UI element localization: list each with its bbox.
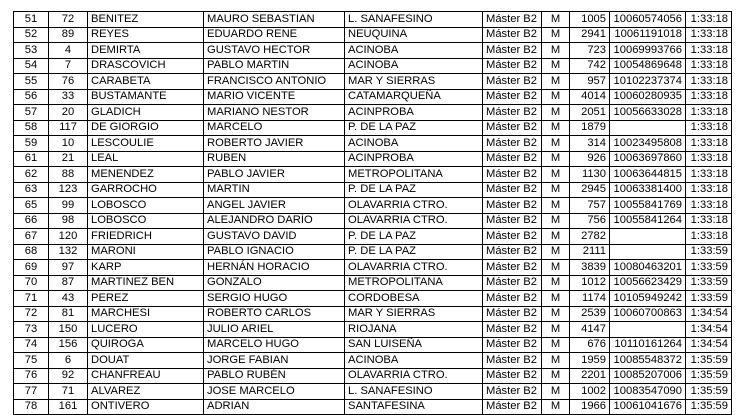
uci-id-cell bbox=[610, 244, 686, 260]
surname-cell: MARONI bbox=[88, 244, 204, 260]
bib-number-cell: 120 bbox=[49, 229, 88, 245]
category-cell: Máster B2 bbox=[483, 306, 542, 322]
surname-cell: LOBOSCO bbox=[88, 198, 204, 214]
first-name-cell: MARCELO HUGO bbox=[204, 337, 345, 353]
license-cell: 2051 bbox=[570, 105, 610, 121]
category-cell: Máster B2 bbox=[483, 368, 542, 384]
bib-number-cell: 20 bbox=[49, 105, 88, 121]
table-row bbox=[14, 384, 732, 400]
category-cell: Máster B2 bbox=[483, 337, 542, 353]
association-cell: MAR Y SIERRAS bbox=[345, 74, 483, 90]
uci-id-cell: 10023495808 bbox=[610, 136, 686, 152]
time-cell: 1:33:59 bbox=[686, 291, 732, 307]
time-cell: 1:33:18 bbox=[686, 198, 732, 214]
surname-cell: BENITEZ bbox=[88, 12, 204, 28]
category-cell: Máster B2 bbox=[483, 12, 542, 28]
association-cell: P. DE LA PAZ bbox=[345, 120, 483, 136]
surname-cell: ONTIVERO bbox=[88, 399, 204, 415]
time-cell: 1:33:18 bbox=[686, 167, 732, 183]
position-cell: 74 bbox=[14, 337, 49, 353]
table-row bbox=[14, 27, 732, 43]
license-cell: 676 bbox=[570, 337, 610, 353]
license-cell: 314 bbox=[570, 136, 610, 152]
time-cell: 1:35:59 bbox=[686, 399, 732, 415]
association-cell: METROPOLITANA bbox=[345, 167, 483, 183]
gender-cell: M bbox=[542, 244, 570, 260]
association-cell: P. DE LA PAZ bbox=[345, 229, 483, 245]
gender-cell: M bbox=[542, 43, 570, 59]
bib-number-cell: 4 bbox=[49, 43, 88, 59]
association-cell: RIOJANA bbox=[345, 322, 483, 338]
bib-number-cell: 10 bbox=[49, 136, 88, 152]
surname-cell: ALVAREZ bbox=[88, 384, 204, 400]
position-cell: 58 bbox=[14, 120, 49, 136]
table-row bbox=[14, 136, 732, 152]
category-cell: Máster B2 bbox=[483, 198, 542, 214]
first-name-cell: JOSE MARCELO bbox=[204, 384, 345, 400]
bib-number-cell: 6 bbox=[49, 353, 88, 369]
results-body bbox=[14, 12, 732, 415]
bib-number-cell: 132 bbox=[49, 244, 88, 260]
results-table bbox=[13, 11, 732, 415]
first-name-cell: HERNÁN HORACIO bbox=[204, 260, 345, 276]
position-cell: 70 bbox=[14, 275, 49, 291]
license-cell: 1966 bbox=[570, 399, 610, 415]
gender-cell: M bbox=[542, 120, 570, 136]
uci-id-cell bbox=[610, 120, 686, 136]
bib-number-cell: 117 bbox=[49, 120, 88, 136]
uci-id-cell: 10060280935 bbox=[610, 89, 686, 105]
first-name-cell: PABLO JAVIER bbox=[204, 167, 345, 183]
time-cell: 1:33:18 bbox=[686, 151, 732, 167]
position-cell: 62 bbox=[14, 167, 49, 183]
category-cell: Máster B2 bbox=[483, 120, 542, 136]
surname-cell: FRIEDRICH bbox=[88, 229, 204, 245]
license-cell: 1005 bbox=[570, 12, 610, 28]
time-cell: 1:35:59 bbox=[686, 353, 732, 369]
time-cell: 1:34:54 bbox=[686, 322, 732, 338]
license-cell: 957 bbox=[570, 74, 610, 90]
license-cell: 1012 bbox=[570, 275, 610, 291]
first-name-cell: FRANCISCO ANTONIO bbox=[204, 74, 345, 90]
first-name-cell: PABLO MARTIN bbox=[204, 58, 345, 74]
table-row bbox=[14, 244, 732, 260]
category-cell: Máster B2 bbox=[483, 27, 542, 43]
association-cell: NEUQUINA bbox=[345, 27, 483, 43]
uci-id-cell: 10083547090 bbox=[610, 384, 686, 400]
table-row bbox=[14, 12, 732, 28]
first-name-cell: MAURO SEBASTIAN bbox=[204, 12, 345, 28]
gender-cell: M bbox=[542, 167, 570, 183]
bib-number-cell: 43 bbox=[49, 291, 88, 307]
license-cell: 2945 bbox=[570, 182, 610, 198]
bib-number-cell: 88 bbox=[49, 167, 88, 183]
time-cell: 1:33:18 bbox=[686, 105, 732, 121]
surname-cell: DE GIORGIO bbox=[88, 120, 204, 136]
position-cell: 72 bbox=[14, 306, 49, 322]
bib-number-cell: 123 bbox=[49, 182, 88, 198]
table-row bbox=[14, 213, 732, 229]
table-row bbox=[14, 399, 732, 415]
association-cell: ACINPROBA bbox=[345, 105, 483, 121]
bib-number-cell: 99 bbox=[49, 198, 88, 214]
position-cell: 63 bbox=[14, 182, 49, 198]
uci-id-cell: 10063644815 bbox=[610, 167, 686, 183]
association-cell: METROPOLITANA bbox=[345, 275, 483, 291]
gender-cell: M bbox=[542, 368, 570, 384]
association-cell: OLAVARRIA CTRO. bbox=[345, 260, 483, 276]
surname-cell: BUSTAMANTE bbox=[88, 89, 204, 105]
category-cell: Máster B2 bbox=[483, 322, 542, 338]
license-cell: 2201 bbox=[570, 368, 610, 384]
category-cell: Máster B2 bbox=[483, 275, 542, 291]
table-row bbox=[14, 74, 732, 90]
table-row bbox=[14, 322, 732, 338]
category-cell: Máster B2 bbox=[483, 43, 542, 59]
category-cell: Máster B2 bbox=[483, 74, 542, 90]
association-cell: L. SANAFESINO bbox=[345, 384, 483, 400]
association-cell: ACINPROBA bbox=[345, 151, 483, 167]
association-cell: MAR Y SIERRAS bbox=[345, 306, 483, 322]
category-cell: Máster B2 bbox=[483, 151, 542, 167]
bib-number-cell: 7 bbox=[49, 58, 88, 74]
gender-cell: M bbox=[542, 322, 570, 338]
association-cell: ACINOBA bbox=[345, 58, 483, 74]
first-name-cell: ADRIAN bbox=[204, 399, 345, 415]
bib-number-cell: 87 bbox=[49, 275, 88, 291]
surname-cell: DEMIRTA bbox=[88, 43, 204, 59]
license-cell: 4014 bbox=[570, 89, 610, 105]
license-cell: 742 bbox=[570, 58, 610, 74]
table-row bbox=[14, 58, 732, 74]
uci-id-cell: 10055841769 bbox=[610, 198, 686, 214]
category-cell: Máster B2 bbox=[483, 260, 542, 276]
gender-cell: M bbox=[542, 337, 570, 353]
bib-number-cell: 156 bbox=[49, 337, 88, 353]
position-cell: 69 bbox=[14, 260, 49, 276]
table-row bbox=[14, 43, 732, 59]
license-cell: 2111 bbox=[570, 244, 610, 260]
surname-cell: REYES bbox=[88, 27, 204, 43]
position-cell: 51 bbox=[14, 12, 49, 28]
table-row bbox=[14, 306, 732, 322]
license-cell: 1174 bbox=[570, 291, 610, 307]
gender-cell: M bbox=[542, 384, 570, 400]
first-name-cell: GUSTAVO DAVID bbox=[204, 229, 345, 245]
gender-cell: M bbox=[542, 291, 570, 307]
surname-cell: LESCOULIE bbox=[88, 136, 204, 152]
gender-cell: M bbox=[542, 182, 570, 198]
association-cell: ACINOBA bbox=[345, 136, 483, 152]
gender-cell: M bbox=[542, 12, 570, 28]
gender-cell: M bbox=[542, 151, 570, 167]
time-cell: 1:33:18 bbox=[686, 74, 732, 90]
position-cell: 57 bbox=[14, 105, 49, 121]
first-name-cell: ROBERTO CARLOS bbox=[204, 306, 345, 322]
category-cell: Máster B2 bbox=[483, 244, 542, 260]
table-row bbox=[14, 167, 732, 183]
first-name-cell: SERGIO HUGO bbox=[204, 291, 345, 307]
uci-id-cell: 10061191018 bbox=[610, 27, 686, 43]
category-cell: Máster B2 bbox=[483, 167, 542, 183]
first-name-cell: MARCELO bbox=[204, 120, 345, 136]
surname-cell: MARCHESI bbox=[88, 306, 204, 322]
category-cell: Máster B2 bbox=[483, 213, 542, 229]
category-cell: Máster B2 bbox=[483, 229, 542, 245]
bib-number-cell: 150 bbox=[49, 322, 88, 338]
first-name-cell: MARIO VICENTE bbox=[204, 89, 345, 105]
time-cell: 1:33:59 bbox=[686, 275, 732, 291]
gender-cell: M bbox=[542, 27, 570, 43]
time-cell: 1:33:18 bbox=[686, 182, 732, 198]
license-cell: 2782 bbox=[570, 229, 610, 245]
uci-id-cell: 10085207006 bbox=[610, 368, 686, 384]
surname-cell: KARP bbox=[88, 260, 204, 276]
category-cell: Máster B2 bbox=[483, 384, 542, 400]
association-cell: L. SANAFESINO bbox=[345, 12, 483, 28]
license-cell: 1959 bbox=[570, 353, 610, 369]
position-cell: 66 bbox=[14, 213, 49, 229]
time-cell: 1:33:59 bbox=[686, 260, 732, 276]
position-cell: 56 bbox=[14, 89, 49, 105]
surname-cell: GLADICH bbox=[88, 105, 204, 121]
uci-id-cell bbox=[610, 322, 686, 338]
uci-id-cell: 10060574056 bbox=[610, 12, 686, 28]
association-cell: CORDOBESA bbox=[345, 291, 483, 307]
license-cell: 2539 bbox=[570, 306, 610, 322]
first-name-cell: PABLO RUBÉN bbox=[204, 368, 345, 384]
association-cell: P. DE LA PAZ bbox=[345, 244, 483, 260]
table-row bbox=[14, 198, 732, 214]
association-cell: SAN LUISEÑA bbox=[345, 337, 483, 353]
gender-cell: M bbox=[542, 260, 570, 276]
time-cell: 1:34:54 bbox=[686, 306, 732, 322]
gender-cell: M bbox=[542, 198, 570, 214]
surname-cell: MARTINEZ BEN bbox=[88, 275, 204, 291]
uci-id-cell: 10102237374 bbox=[610, 74, 686, 90]
association-cell: ACINOBA bbox=[345, 43, 483, 59]
uci-id-cell: 10085548372 bbox=[610, 353, 686, 369]
table-row bbox=[14, 89, 732, 105]
category-cell: Máster B2 bbox=[483, 182, 542, 198]
time-cell: 1:35:59 bbox=[686, 368, 732, 384]
position-cell: 73 bbox=[14, 322, 49, 338]
license-cell: 723 bbox=[570, 43, 610, 59]
table-row bbox=[14, 120, 732, 136]
time-cell: 1:33:18 bbox=[686, 27, 732, 43]
time-cell: 1:33:18 bbox=[686, 58, 732, 74]
gender-cell: M bbox=[542, 275, 570, 291]
position-cell: 78 bbox=[14, 399, 49, 415]
bib-number-cell: 21 bbox=[49, 151, 88, 167]
first-name-cell: PABLO IGNACIO bbox=[204, 244, 345, 260]
license-cell: 926 bbox=[570, 151, 610, 167]
time-cell: 1:35:59 bbox=[686, 384, 732, 400]
uci-id-cell: 10069993766 bbox=[610, 43, 686, 59]
uci-id-cell: 10056633028 bbox=[610, 105, 686, 121]
bib-number-cell: 72 bbox=[49, 12, 88, 28]
time-cell: 1:34:54 bbox=[686, 337, 732, 353]
position-cell: 76 bbox=[14, 368, 49, 384]
time-cell: 1:33:59 bbox=[686, 244, 732, 260]
position-cell: 52 bbox=[14, 27, 49, 43]
position-cell: 65 bbox=[14, 198, 49, 214]
position-cell: 77 bbox=[14, 384, 49, 400]
time-cell: 1:33:18 bbox=[686, 120, 732, 136]
category-cell: Máster B2 bbox=[483, 136, 542, 152]
association-cell: SANTAFESINA bbox=[345, 399, 483, 415]
time-cell: 1:33:18 bbox=[686, 12, 732, 28]
bib-number-cell: 89 bbox=[49, 27, 88, 43]
table-row bbox=[14, 182, 732, 198]
gender-cell: M bbox=[542, 74, 570, 90]
first-name-cell: MARIANO NESTOR bbox=[204, 105, 345, 121]
first-name-cell: RUBEN bbox=[204, 151, 345, 167]
table-row bbox=[14, 337, 732, 353]
surname-cell: DOUAT bbox=[88, 353, 204, 369]
first-name-cell: ANGEL JAVIER bbox=[204, 198, 345, 214]
table-row bbox=[14, 353, 732, 369]
category-cell: Máster B2 bbox=[483, 291, 542, 307]
table-row bbox=[14, 291, 732, 307]
surname-cell: CARABETA bbox=[88, 74, 204, 90]
position-cell: 71 bbox=[14, 291, 49, 307]
first-name-cell: GONZALO bbox=[204, 275, 345, 291]
bib-number-cell: 71 bbox=[49, 384, 88, 400]
gender-cell: M bbox=[542, 58, 570, 74]
uci-id-cell: 10063381400 bbox=[610, 182, 686, 198]
bib-number-cell: 33 bbox=[49, 89, 88, 105]
gender-cell: M bbox=[542, 105, 570, 121]
first-name-cell: EDUARDO RENE bbox=[204, 27, 345, 43]
gender-cell: M bbox=[542, 353, 570, 369]
category-cell: Máster B2 bbox=[483, 105, 542, 121]
category-cell: Máster B2 bbox=[483, 58, 542, 74]
table-row bbox=[14, 260, 732, 276]
surname-cell: LEAL bbox=[88, 151, 204, 167]
time-cell: 1:33:18 bbox=[686, 229, 732, 245]
bib-number-cell: 98 bbox=[49, 213, 88, 229]
license-cell: 2941 bbox=[570, 27, 610, 43]
bib-number-cell: 81 bbox=[49, 306, 88, 322]
association-cell: P. DE LA PAZ bbox=[345, 182, 483, 198]
uci-id-cell: 10061041676 bbox=[610, 399, 686, 415]
uci-id-cell: 10063697860 bbox=[610, 151, 686, 167]
table-row bbox=[14, 368, 732, 384]
license-cell: 1002 bbox=[570, 384, 610, 400]
category-cell: Máster B2 bbox=[483, 353, 542, 369]
gender-cell: M bbox=[542, 136, 570, 152]
bib-number-cell: 161 bbox=[49, 399, 88, 415]
uci-id-cell: 10055841264 bbox=[610, 213, 686, 229]
category-cell: Máster B2 bbox=[483, 399, 542, 415]
surname-cell: CHANFREAU bbox=[88, 368, 204, 384]
first-name-cell: MARTIN bbox=[204, 182, 345, 198]
association-cell: ACINOBA bbox=[345, 353, 483, 369]
surname-cell: GARROCHO bbox=[88, 182, 204, 198]
license-cell: 3839 bbox=[570, 260, 610, 276]
time-cell: 1:33:18 bbox=[686, 89, 732, 105]
uci-id-cell: 10056623429 bbox=[610, 275, 686, 291]
time-cell: 1:33:18 bbox=[686, 213, 732, 229]
gender-cell: M bbox=[542, 89, 570, 105]
first-name-cell: ROBERTO JAVIER bbox=[204, 136, 345, 152]
uci-id-cell bbox=[610, 229, 686, 245]
uci-id-cell: 10060700863 bbox=[610, 306, 686, 322]
gender-cell: M bbox=[542, 306, 570, 322]
license-cell: 757 bbox=[570, 198, 610, 214]
license-cell: 1130 bbox=[570, 167, 610, 183]
license-cell: 4147 bbox=[570, 322, 610, 338]
association-cell: OLAVARRIA CTRO. bbox=[345, 213, 483, 229]
table-row bbox=[14, 151, 732, 167]
position-cell: 54 bbox=[14, 58, 49, 74]
time-cell: 1:33:18 bbox=[686, 136, 732, 152]
uci-id-cell: 10110161264 bbox=[610, 337, 686, 353]
surname-cell: PEREZ bbox=[88, 291, 204, 307]
position-cell: 59 bbox=[14, 136, 49, 152]
first-name-cell: JORGE FABIAN bbox=[204, 353, 345, 369]
association-cell: OLAVARRIA CTRO. bbox=[345, 198, 483, 214]
position-cell: 75 bbox=[14, 353, 49, 369]
bib-number-cell: 97 bbox=[49, 260, 88, 276]
uci-id-cell: 10080463201 bbox=[610, 260, 686, 276]
uci-id-cell: 10105949242 bbox=[610, 291, 686, 307]
bib-number-cell: 76 bbox=[49, 74, 88, 90]
surname-cell: QUIROGA bbox=[88, 337, 204, 353]
position-cell: 68 bbox=[14, 244, 49, 260]
uci-id-cell: 10054869648 bbox=[610, 58, 686, 74]
position-cell: 61 bbox=[14, 151, 49, 167]
surname-cell: LOBOSCO bbox=[88, 213, 204, 229]
license-cell: 756 bbox=[570, 213, 610, 229]
license-cell: 1879 bbox=[570, 120, 610, 136]
bib-number-cell: 92 bbox=[49, 368, 88, 384]
table-row bbox=[14, 275, 732, 291]
time-cell: 1:33:18 bbox=[686, 43, 732, 59]
first-name-cell: JULIO ARIEL bbox=[204, 322, 345, 338]
surname-cell: LUCERO bbox=[88, 322, 204, 338]
surname-cell: DRASCOVICH bbox=[88, 58, 204, 74]
category-cell: Máster B2 bbox=[483, 89, 542, 105]
position-cell: 55 bbox=[14, 74, 49, 90]
surname-cell: MENENDEZ bbox=[88, 167, 204, 183]
table-row bbox=[14, 229, 732, 245]
gender-cell: M bbox=[542, 229, 570, 245]
association-cell: OLAVARRIA CTRO. bbox=[345, 368, 483, 384]
table-row bbox=[14, 105, 732, 121]
gender-cell: M bbox=[542, 399, 570, 415]
first-name-cell: GUSTAVO HECTOR bbox=[204, 43, 345, 59]
gender-cell: M bbox=[542, 213, 570, 229]
association-cell: CATAMARQUEÑA bbox=[345, 89, 483, 105]
first-name-cell: ALEJANDRO DARÍO bbox=[204, 213, 345, 229]
position-cell: 67 bbox=[14, 229, 49, 245]
position-cell: 53 bbox=[14, 43, 49, 59]
